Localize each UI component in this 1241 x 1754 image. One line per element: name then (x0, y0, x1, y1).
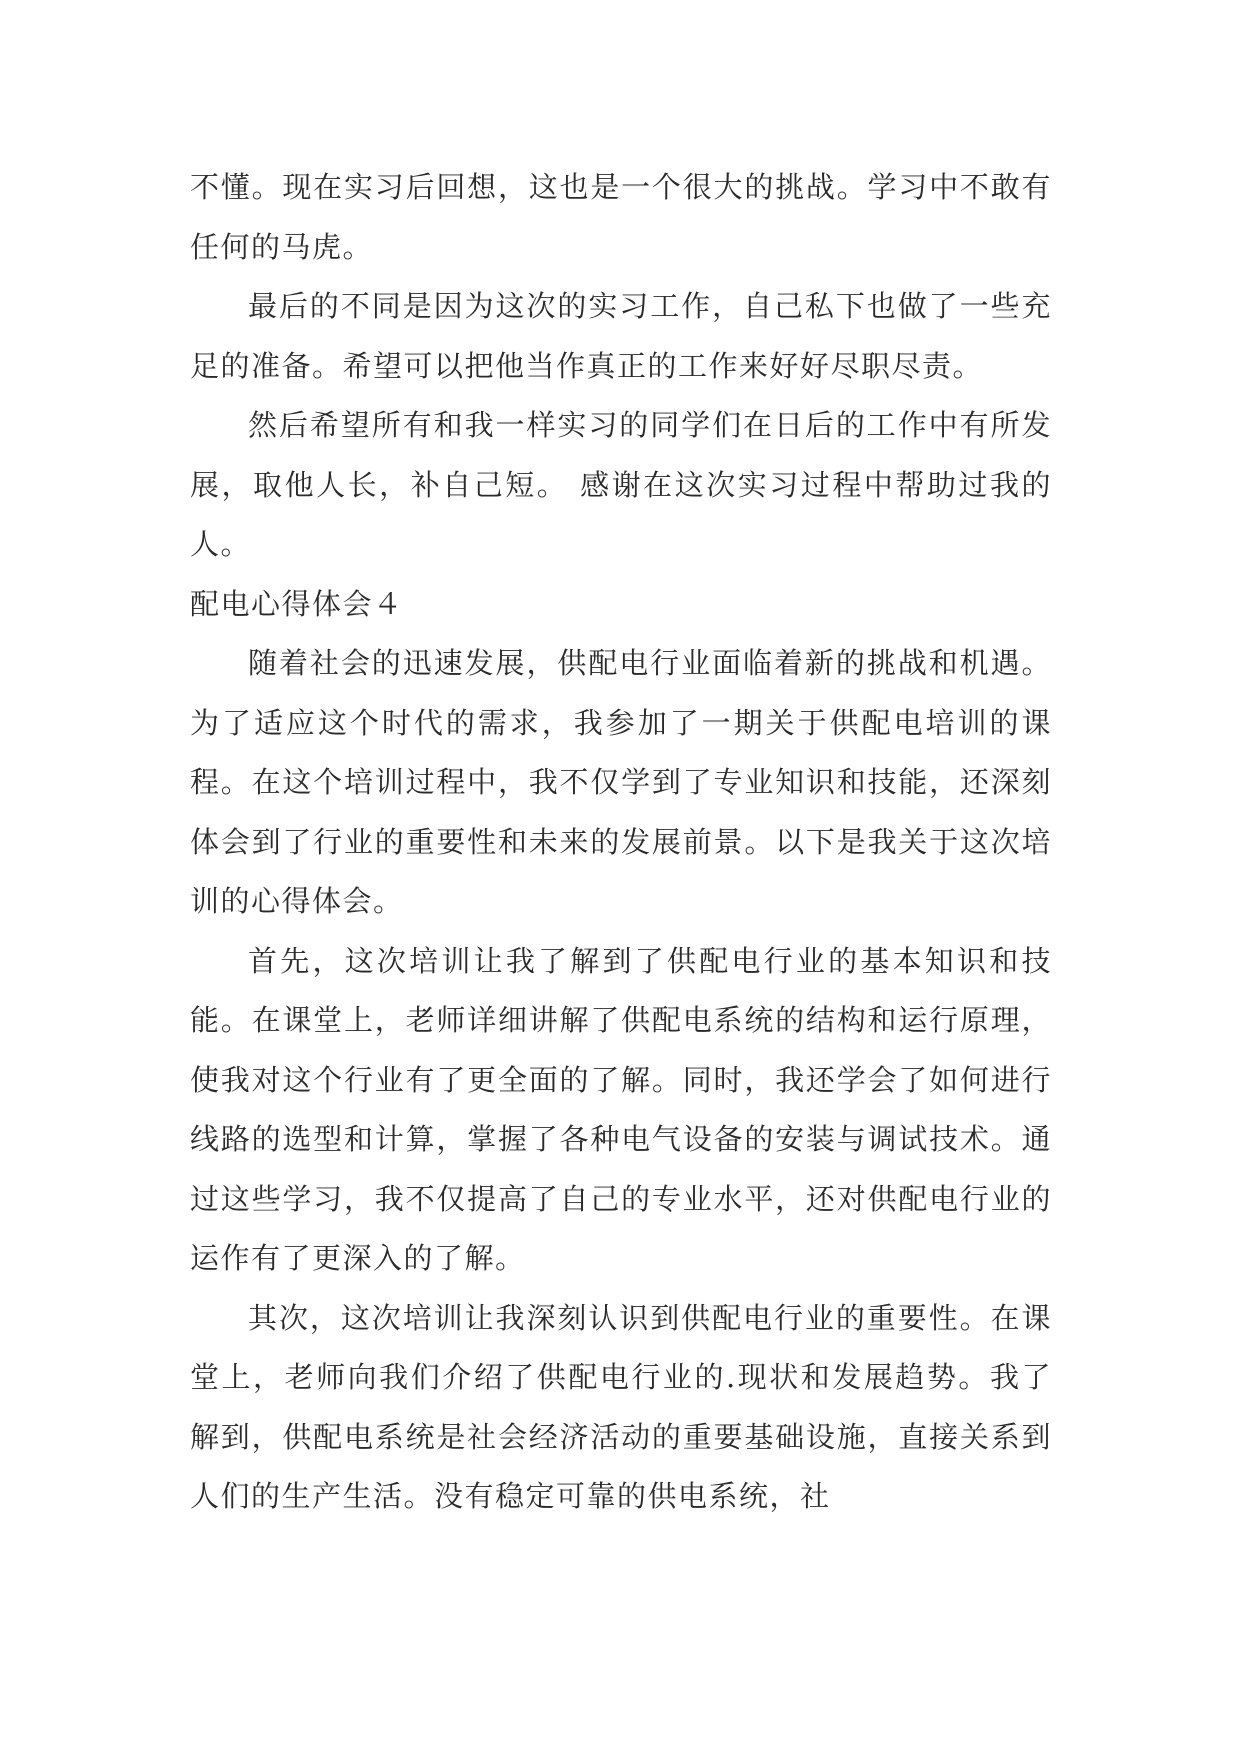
paragraph-first: 首先，这次培训让我了解到了供配电行业的基本知识和技能。在课堂上，老师详细讲解了供配电系统的结构和运行原理，使我对这个行业有了更全面的了解。同时，我还学会了如何进行线路的选型和计算，掌握了各种电气设备的安装与调试技术。通过这些学习，我不仅提高了自己的专业水平，还对供配电行业的运作有了更深入的了解。 (190, 943, 1052, 1275)
paragraph-intro: 随着社会的迅速发展，供配电行业面临着新的挑战和机遇。为了适应这个时代的需求，我参加了一期关于供配电培训的课程。在这个培训过程中，我不仅学到了专业知识和技能，还深刻体会到了行业的重要性和未来的发展前景。以下是我关于这次培训的心得体会。 (190, 646, 1052, 918)
paragraph-thanks: 然后希望所有和我一样实习的同学们在日后的工作中有所发展，取他人长，补自己短。 感谢在这次实习过程中帮助过我的人。 (190, 408, 1052, 561)
section-heading: 配电心得体会４ (190, 586, 404, 621)
document-body (190, 158, 1052, 1527)
paragraph-second: 其次，这次培训让我深刻认识到供配电行业的重要性。在课堂上，老师向我们介绍了供配电行业的.现状和发展趋势。我了解到，供配电系统是社会经济活动的重要基础设施，直接关系到人们的生产生活。没有稳定可靠的供电系统，社 (190, 1300, 1052, 1513)
paragraph-preparation: 最后的不同是因为这次的实习工作，自己私下也做了一些充足的准备。希望可以把他当作真正的工作来好好尽职尽责。 (190, 289, 1052, 383)
paragraph-continuation: 不懂。现在实习后回想，这也是一个很大的挑战。学习中不敢有任何的马虎。 (190, 170, 1052, 264)
